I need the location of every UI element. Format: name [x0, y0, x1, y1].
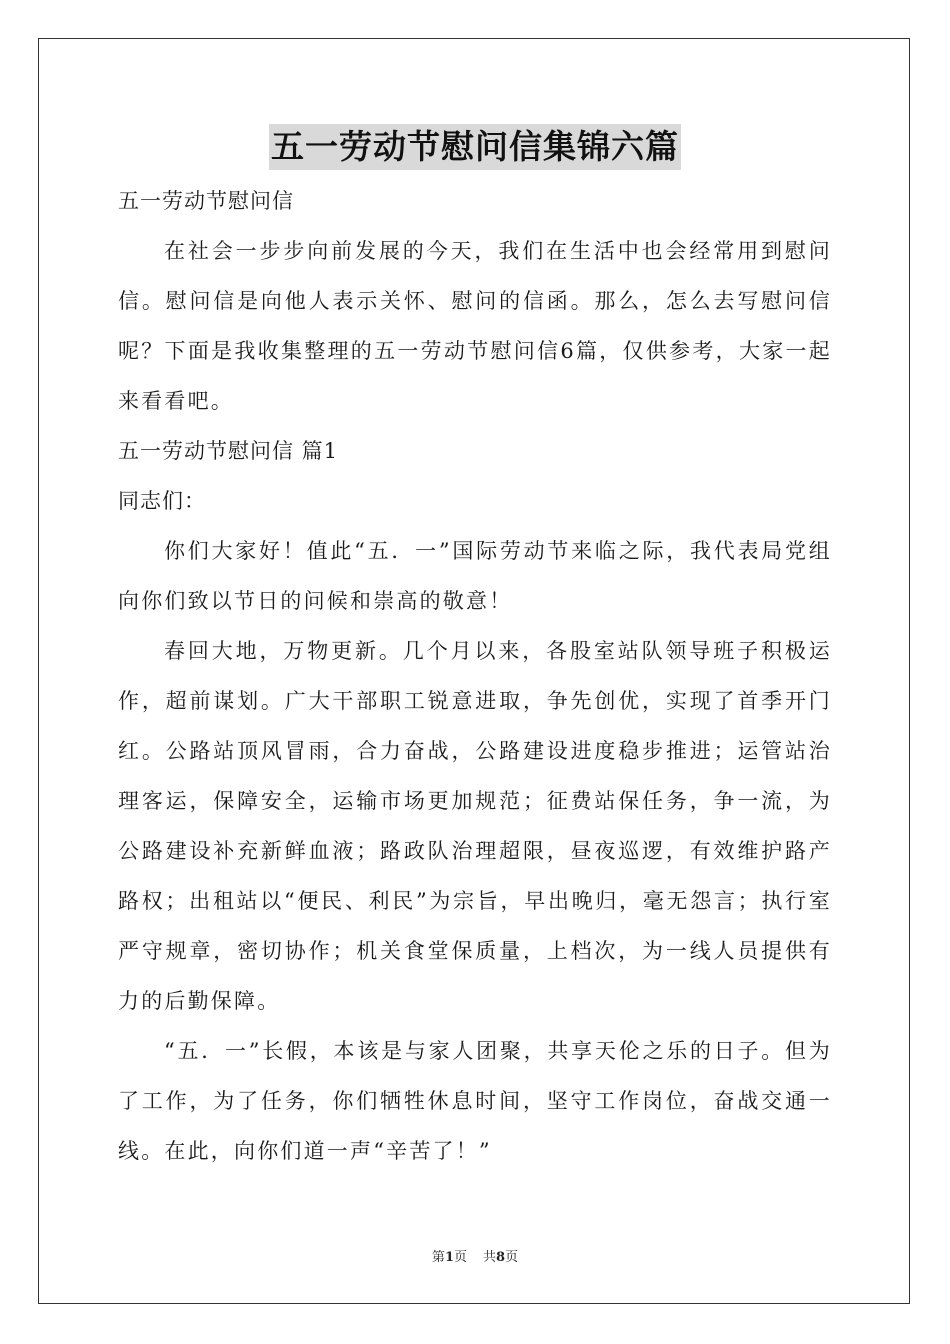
- footer-total-unit: 页: [505, 1250, 519, 1265]
- footer-page-prefix: 第: [431, 1250, 445, 1265]
- document-title-text: 五一劳动节慰问信集锦六篇: [269, 124, 681, 170]
- paragraph-intro: 在社会一步步向前发展的今天，我们在生活中也会经常用到慰问信。慰问信是向他人表示关怀、慰问的信函。那么，怎么去写慰问信呢？下面是我收集整理的五一劳动节慰问信6篇，仅供参考，大家一起来看看吧。: [118, 239, 832, 413]
- paragraph-greeting: 你们大家好！值此“五．一”国际劳动节来临之际，我代表局党组向你们致以节日的问候和崇高的敬意！: [118, 539, 832, 613]
- footer-page-unit: 页: [453, 1250, 467, 1265]
- paragraph-achievements: 春回大地，万物更新。几个月以来，各股室站队领导班子积极运作，超前谋划。广大干部职工锐意进取，争先创优，实现了首季开门红。公路站顶风冒雨，合力奋战，公路建设进度稳步推进；运管站治理客运，保障安全，运输市场更加规范；征费站保任务，争一流，为公路建设补充新鲜血液；路政队治理超限，昼夜巡逻，有效维护路产路权；出租站以“便民、利民”为宗旨，早出晚归，毫无怨言；执行室严守规章，密切协作；机关食堂保质量，上档次，为一线人员提供有力的后勤保障。: [118, 639, 832, 1013]
- paragraph-section-heading: 五一劳动节慰问信 篇1: [118, 439, 339, 463]
- footer-total-prefix: 共: [483, 1250, 497, 1265]
- footer-page-total: 8: [496, 1250, 506, 1265]
- page-footer: [0, 1246, 950, 1265]
- document-body: [118, 176, 832, 1176]
- paragraph-heading: 五一劳动节慰问信: [118, 189, 294, 213]
- paragraph-holiday: “五．一”长假，本该是与家人团聚，共享天伦之乐的日子。但为了工作，为了任务，你们牺牲休息时间，坚守工作岗位，奋战交通一线。在此，向你们道一声“辛苦了！”: [118, 1039, 832, 1163]
- document-title: [0, 124, 950, 170]
- paragraph-salutation: 同志们：: [118, 489, 206, 513]
- footer-page-current: 1: [444, 1250, 454, 1265]
